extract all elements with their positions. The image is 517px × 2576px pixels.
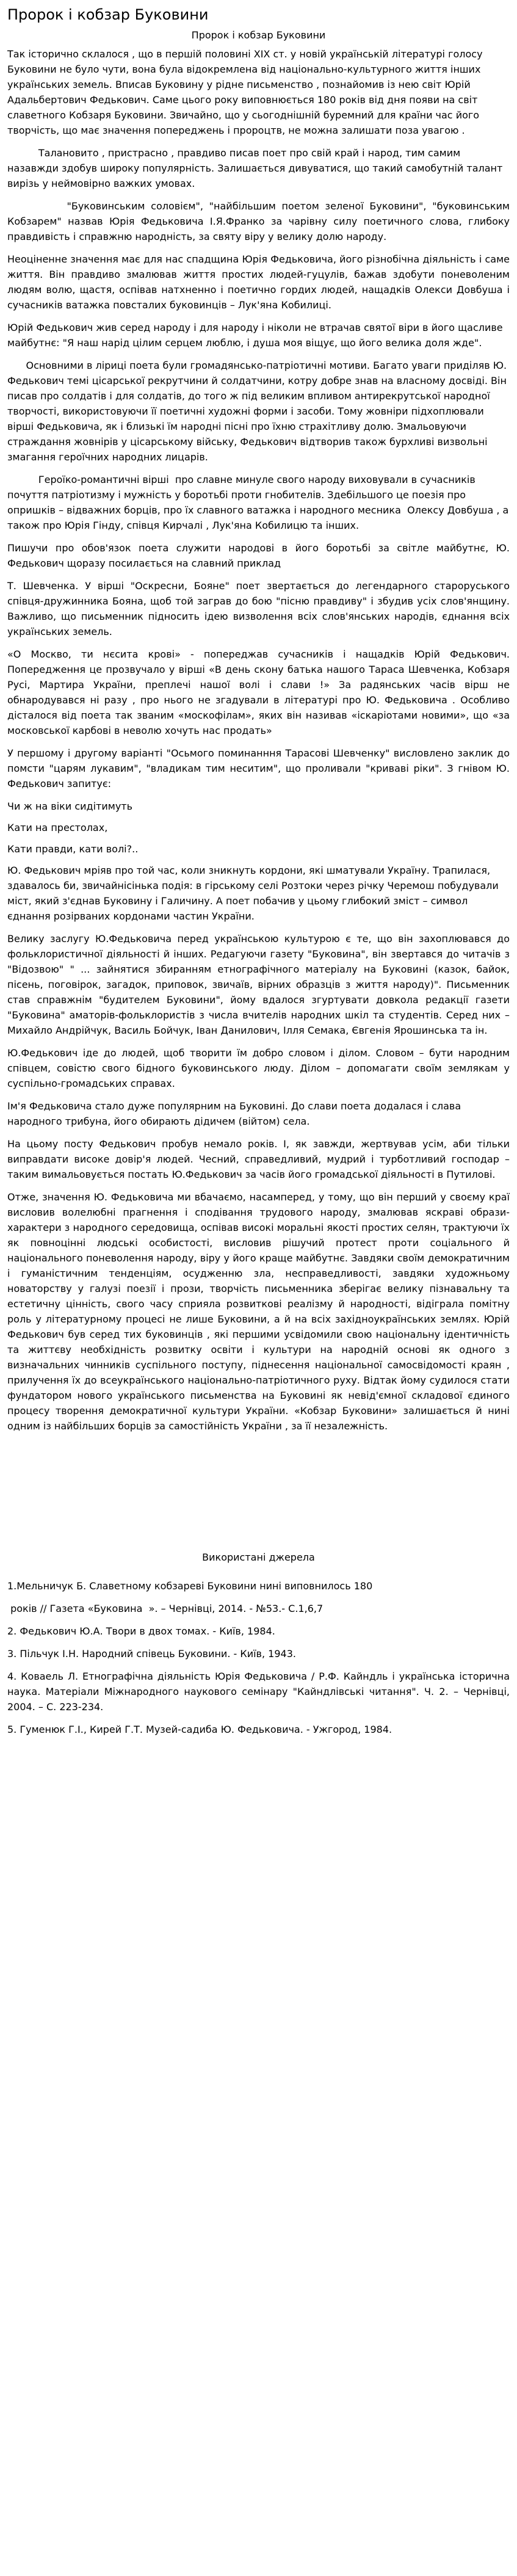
paragraph: Ю. Федькович мріяв про той час, коли зникнуть кордони, які шматували Україну. Трапилася, здавалось би, звичайнісінька подія: в гірському селі Розтоки через річку Черемош побудували міст, який з'єднав Буковину і Галичину. А поет побачив у цьому глибокий зміст – символ єднання розірваних кордонами частин України. <box>7 865 499 922</box>
paragraph: Велику заслугу Ю.Федьковича перед українською культурою є те, що він захоплювався до фольклористичної діяльності й інших. Редагуючи газету "Буковина", він звертався до читачів з "Відозвою" " ... зайнятися збиранням етнографічного матеріалу на Буковині (казок, байок, пісень, поговірок, загадок, приповок, звичаїв, вірних образців з життя народу)". Письменник став справжнім "будителем Буковини", йому вдалося згуртувати довкола редакції газети "Буковина" аматорів-фольклористів з числа вчителів народних шкіл та студентів. Серед них – Михайло Андрійчук, Василь Бойчук, Іван Данилович, Ілля Семака, Євгенія Ярошинська та ін. <box>7 933 510 1036</box>
paragraph: Пишучи про обов'язок поета служити народові в його боротьбі за світле майбутнє, Ю. Федькович щоразу посилається на славний приклад <box>7 542 510 569</box>
paragraph: Т. Шевченка. У вірші "Оскресни, Бояне" поет звертається до легендарного староруського співця-дружинника Бояна, щоб той заграв до бою "пісню правдиву" і збудив усіх слов'янщину. Важливо, що письменник підносить ідею визволення всіх слов'янських народів, єднання всіх українських земель. <box>7 580 510 637</box>
paragraph: Так історично склалося , що в першій половині XIX ст. у новій українській літературі голосу Буковини не було чути, вона була відокремлена від національно-культурного життя інших українських земель. Вписав Буковину у рідне письменство , познайомив із нею світ Юрій Адальбертович Федькович. Саме цього року виповнюється 180 років від дня появи на світ славетного Кобзаря Буковини. Звичайно, що у сьогоднішній буремний для країни час його творчість, що має значення попереджень і пророцтв, не можна залишати поза увагою . <box>7 48 483 136</box>
document-subtitle: Пророк і кобзар Буковини <box>191 29 326 41</box>
verse-line: Кати на престолах, <box>7 822 108 833</box>
source-item: 2. Федькович Ю.А. Твори в двох томах. - Київ, 1984. <box>7 1625 275 1637</box>
source-item: 4. Коваель Л. Етнографічна діяльність Юрія Федьковича / Р.Ф. Кайндль і українська історична наука. Матеріали Міжнародного наукового семінару "Кайндлівські читання". Ч. 2. – Чернівці, 2004. – С. 223-234. <box>7 1671 510 1713</box>
paragraph: Талановито , пристрасно , правдиво писав поет про свій край і народ, тим самим назавжди здобув широку популярність. Залишається дивуватися, що такий самобутній талант вирізь у неймовірно важких умовах. <box>7 147 506 189</box>
verse-line: Чи ж на віки сидітимуть <box>7 800 133 812</box>
paragraph: Юрій Федькович жив серед народу і для народу і ніколи не втрачав святої віри в його щасливе майбутнє: "Я наш нарід цілим серцем люблю, і душа моя віщує, що його велика доля жде". <box>7 322 503 349</box>
paragraph: "Буковинським соловієм", "найбільшим поетом зеленої Буковини", "буковинським Кобзарем" назвав Юрія Федьковича І.Я.Франко за чарівну силу поетичного слова, глибоку правдивість і справжню народність, за святу віру у велику долю народу. <box>7 200 513 242</box>
paragraph: У першому і другому варіанті "Осьмого поминанння Тарасові Шевченку" висловлено заклик до помсти "царям лукавим", "владикам тим неситим", що проливали "криваві ріки". З гнівом Ю. Федькович запитує: <box>7 747 510 789</box>
source-item: 3. Пільчук І.Н. Народний співець Буковини. - Київ, 1943. <box>7 1648 296 1660</box>
paragraph: Неоціненне значення має для нас спадщина Юрія Федьковича, його різнобічна діяльність і саме життя. Він правдиво змалював життя простих людей-гуцулів, бажав здобути поневоленим людям волю, щастя, оспівав натхненно і поетично гордих людей, нащадків Олекси Довбуша і сучасників ватажка повсталих буковинців – Лук'яна Кобилиці. <box>7 253 510 311</box>
paragraph: «О Москво, ти нєсита крові» - попереджав сучасників і нащадків Юрій Федькович. Попередження це прозвучало у вірші «В день скону батька нашого Тараса Шевченка, Кобзаря Русі, Мартира України, преплечі нашої волі і слави !» За радянських часів вірш не обнародувався ні разу , про нього не згадували в літературі про Ю. Федьковича . Особливо дісталося від поета так званим «москофілам», яких він називав «іскаріотами новими», що «за московської карбові в неволю хочуть нас продать» <box>7 648 510 736</box>
paragraph: Ю.Федькович іде до людей, щоб творити їм добро словом і ділом. Словом – бути народним співцем, совістю свого бідного буковинського люду. Ділом – допомагати своїм землякам у суспільно-громадських справах. <box>7 1047 510 1089</box>
paragraph: Героїко-романтичні вірші про славне минуле свого народу виховували в сучасників почуття патріотизму і мужність у боротьбі проти гнобителів. Здебільшого це поезія про опришків – відважних борців, про їх славного ватажка і народного месника Олексу Довбуша , а також про Юрія Гінду, співця Кирчалі , Лук'яна Кобилицю та інших. <box>7 474 512 531</box>
paragraph: Отже, значення Ю. Федьковича ми вбачаємо, насамперед, у тому, що він перший у своєму краї висловив волелюбні прагнення і сподівання трудового народу, змалював яскраві образи-характери з народного середовища, оспівав високі моральні якості простих селян, трактуючи їх як повноцінні людські особистості, висловив рішучий протест проти соціального й національного поневолення народу, віру у його краще майбутнє. Завдяки своїм демократичним і гуманістичним тенденціям, осудженню зла, несправедливості, завдяки художньому новаторству у галузі поезії і прози, творчість письменника зберігає велику пізнавальну та естетичну цінність, свого часу сприяла розвиткові реалізму й народності, відіграла помітну роль у літературному процесі не лише Буковини, а й на всіх західноукраїнських землях. Юрій Федькович був серед тих буковинців , які першими усвідомили свою національну ідентичність та життєву необхідність розвитку освіти і культури на народній основі як одного з визначальних чинників суспільного поступу, піднесення національної самосвідомості краян , прилучення їх до всеукраїнського національно-патріотичного руху. Відтак йому судилося стати фундатором нового українського письменства на Буковині як невід'ємної складової єдиного процесу творення демократичної культури України. «Кобзар Буковини» залишається й нині одним із найбільших борців за самостійність України , за її незалежність. <box>7 1191 510 1432</box>
verse-line: Кати правди, кати волі?.. <box>7 843 139 855</box>
paragraph: Основними в ліриці поета були громадянсько-патріотичні мотиви. Багато уваги приділяв Ю. Федькович темі цісарської рекрутчини й солдатчини, котру добре знав на власному досвіді. Він писав про солдатів і для солдатів, до того ж під великим впливом антирекрутської народної творчості, використовуючи її поетичні художні форми і засоби. Тому жовніри підхоплювали вірші Федьковича, як і близькі їм народні пісні про їхню страхітливу долю. Змальовуючи страждання жовнірів у цісарському війську, Федькович відтворив також бурхливі визвольні змагання героїчних народних лицарів. <box>7 360 510 463</box>
paragraph: Ім'я Федьковича стало дуже популярним на Буковині. До слави поета додалася і слава народного трибуна, його обирають дідичем (війтом) села. <box>7 1100 461 1127</box>
paragraph: На цьому посту Федькович пробув немало років. І, як завжди, жертвував усім, аби тільки виправдати високе довір'я людей. Чесний, справедливий, мудрий і турботливий господар – таким вимальовується постать Ю.Федькович за часів його громадської діяльності в Путилові. <box>7 1138 510 1180</box>
source-item: 5. Гуменюк Г.І., Кирей Г.Т. Музей-садиба Ю. Федьковича. - Ужгород, 1984. <box>7 1724 392 1735</box>
verse-quote <box>7 799 510 857</box>
sources-list <box>7 1578 510 1737</box>
document-title: Пророк і кобзар Буковини <box>7 6 209 23</box>
source-item: 1.Мельничук Б. Славетному кобзареві Буковини нині виповнилось 180 <box>7 1580 373 1592</box>
source-item: років // Газета «Буковина ». – Чернівці, 2014. - №53.- С.1,6,7 <box>7 1603 324 1614</box>
sources-heading: Використані джерела <box>202 1551 315 1563</box>
